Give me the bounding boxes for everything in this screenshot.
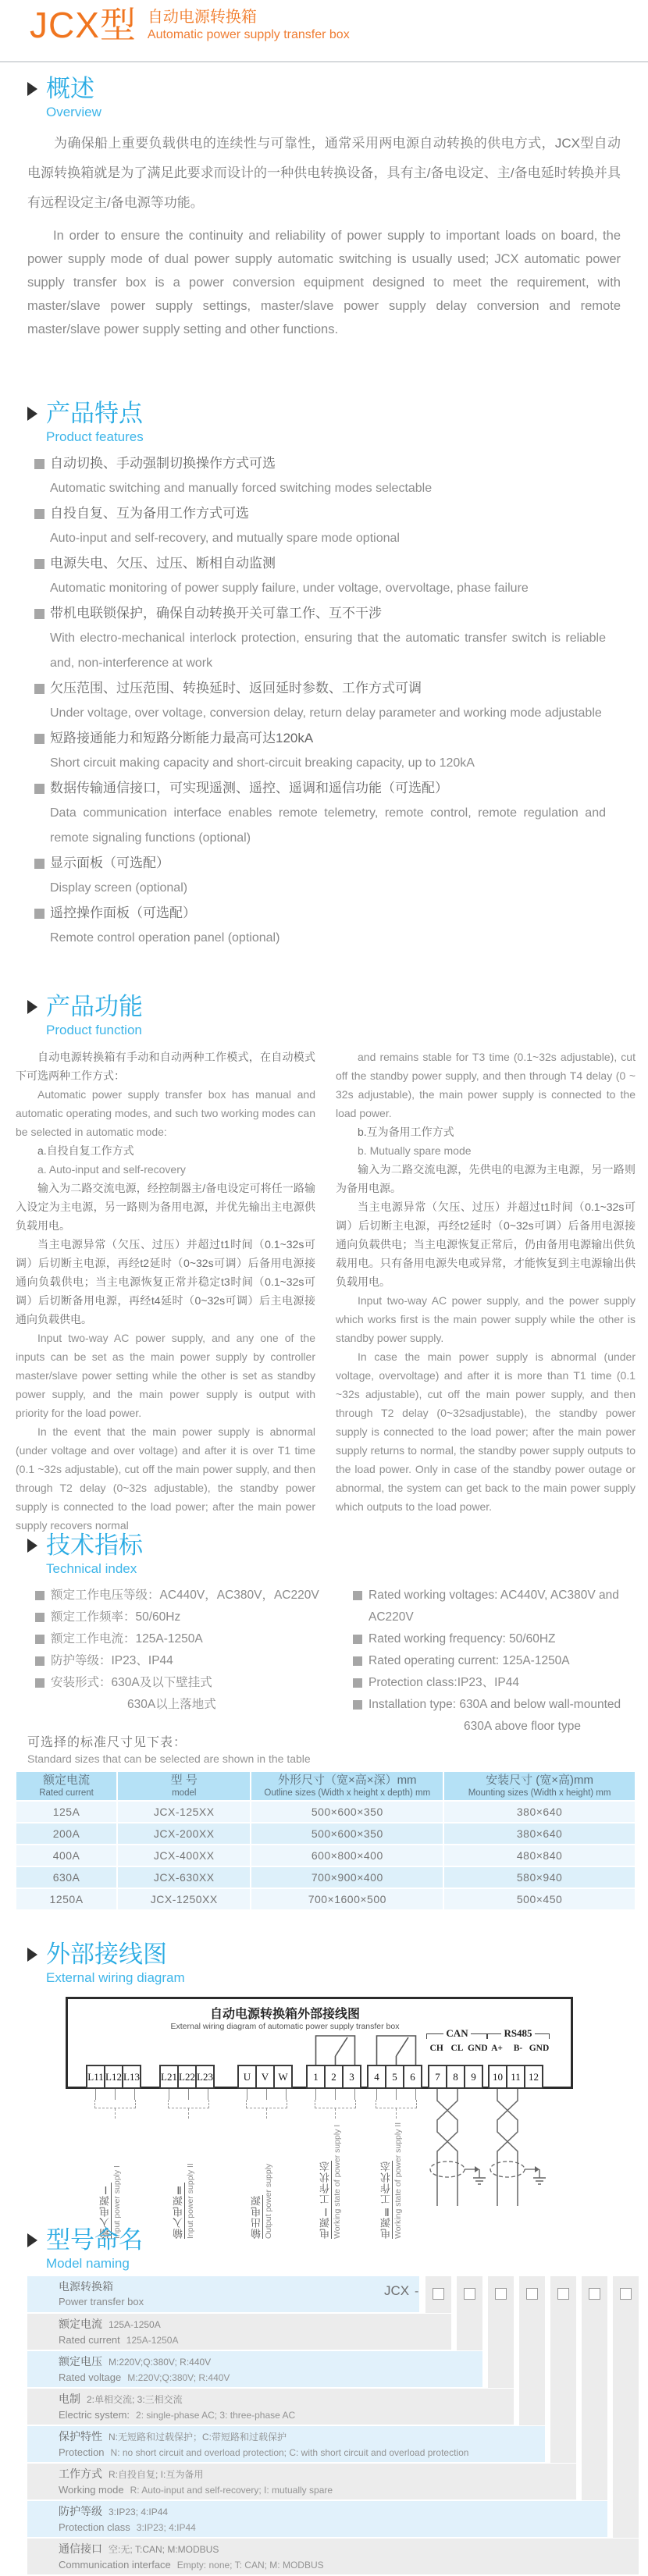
function-paragraph: and remains stable for T3 time (0.1~32s adjustable), cut off the standby power supply, and then through T4 delay (0 ~ 32s adjustable), the main power supply is connected to the load power.: [336, 1051, 636, 1119]
feature-cn: 带机电联锁保护，确保自动转换开关可靠工作、互不干涉: [50, 606, 382, 621]
features-heading: [27, 400, 648, 446]
wiring-heading-en: External wiring diagram: [46, 1970, 185, 1985]
group-label-input2: 输入电源Ⅱ Input power supply II: [173, 2163, 195, 2239]
terminal: L12: [104, 2065, 123, 2089]
can-bus-label: CAN: [426, 2027, 488, 2040]
technical-specs-cn: [35, 1585, 322, 1716]
terminal: 4: [367, 2065, 386, 2089]
can-pin-labels: CH CL GND: [429, 2044, 488, 2053]
model-naming-diagram: [0, 2276, 648, 2576]
feature-cn: 欠压范围、过压范围、转换延时、返回延时参数、工作方式可调: [50, 681, 422, 696]
technical-heading: [27, 1532, 648, 1578]
function-right-column: [336, 1048, 636, 1535]
section-features: [0, 400, 648, 993]
col-header-model: 型 号 model: [118, 1772, 250, 1800]
feature-en: Auto-input and self-recovery, and mutually spare mode optional: [50, 532, 400, 545]
function-paragraph: Input two-way AC power supply, and the power supply which works first is the main power supply while the other is standby power supply.: [336, 1294, 636, 1344]
technical-heading-cn: 技术指标: [46, 1532, 143, 1559]
function-paragraph: In case the main power supply is abnormal (under voltage, overvoltage) and after it is more than T1 time (0.1 ~32s adjustable), cut off the main power supply, and then through T2 delay (0~32sadjustable), the standby power supply is connected to the load power; after the main power supply returns to normal, the standby power supply outputs to the load power. Only in case of the standby power outage or abnormal, the system can get back to the main power supply which outputs to the load power.: [336, 1350, 636, 1513]
spec-item-continued: 630A above floor type: [464, 1720, 581, 1733]
function-paragraph: 当主电源异常（欠压、过压）并超过t1时间（0.1~32s可调）后切断主电源，再经t2延时（0~32s可调）后备用电源接通向负载供电；当主电源恢复正常后，仍由备用电源输出供负载用电。只有备用电源失电或异常，才能恢复到主电源输出供负载用电。: [336, 1201, 636, 1288]
bullet-square-icon: [34, 684, 45, 694]
bullet-square-icon: [353, 1656, 362, 1666]
terminal: L22: [177, 2065, 197, 2089]
feature-en: Data communication interface enables remote telemetry, remote control, remote regulation and remote signaling functions (optional): [50, 806, 606, 845]
spec-item: 安装形式：630A及以下壁挂式: [35, 1672, 322, 1694]
technical-heading-en: Technical index: [46, 1561, 137, 1576]
section-product-function: [0, 993, 648, 1532]
technical-specs-en: [353, 1585, 643, 1738]
bullet-square-icon: [35, 1656, 45, 1666]
terminal: U: [237, 2065, 257, 2089]
bullet-square-icon: [353, 1700, 362, 1710]
wiring-heading: [27, 1941, 648, 1987]
group-bracket: [315, 2100, 356, 2108]
spec-item: Rated working frequency: 50/60HZ: [353, 1628, 643, 1650]
bullet-square-icon: [353, 1678, 362, 1688]
section-marker-icon: [27, 1539, 37, 1553]
section-technical-index: [0, 1532, 648, 1733]
wire-stubs: [86, 2089, 144, 2100]
product-title-cn: 自动电源转换箱: [147, 9, 257, 26]
doc-header: [30, 5, 350, 45]
group-label-input1: 输入电源Ⅰ Input power supply I: [99, 2165, 122, 2239]
section-model-naming: [0, 2226, 648, 2576]
features-heading-en: Product features: [46, 429, 144, 444]
group-bracket: [376, 2100, 417, 2108]
terminal-group-input1: [86, 2065, 141, 2089]
function-heading-en: Product function: [46, 1023, 142, 1037]
sizes-note-cn: 可选择的标准尺寸见下表：: [27, 1736, 187, 1749]
wiring-box-title-en: External wiring diagram of automatic power supply transfer box: [170, 2022, 400, 2031]
spec-item: Protection class:IP23、IP44: [353, 1672, 643, 1694]
terminal: 12: [524, 2065, 543, 2089]
feature-cn: 自投自复、互为备用工作方式可选: [50, 506, 249, 521]
function-heading-cn: 产品功能: [46, 993, 143, 1020]
spec-item: 额定工作电压等级：AC440V，AC380V，AC220V: [35, 1585, 322, 1606]
group-label-state1: 电源Ⅰ工作状态 Working state of power supply I: [319, 2124, 342, 2239]
bullet-square-icon: [353, 1591, 362, 1600]
naming-row: 电源转换箱 Power transfer box: [27, 2276, 419, 2312]
terminal: 11: [506, 2065, 525, 2089]
model-prefix: JCX: [384, 2283, 410, 2298]
terminal-group-state2: [367, 2065, 422, 2089]
function-paragraph: In the event that the main power supply is abnormal (under voltage and over voltage) and after it is over T1 time (0.1 ~32s adjustable), cut off the main power supply, and then through T2 delay (0~32s adjustable), the standby power supply is connected to the load power; after the main power supply recovers normal: [16, 1425, 315, 1532]
features-heading-cn: 产品特点: [46, 400, 143, 427]
bullet-square-icon: [34, 734, 45, 744]
group-bracket: [94, 2100, 136, 2108]
terminal: 9: [464, 2065, 483, 2089]
col-header-mounting-sizes: 安装尺寸 (宽×高)mm Mounting sizes (Width x height) mm: [444, 1772, 635, 1800]
feature-cn: 遥控操作面板（可选配）: [50, 906, 196, 920]
terminal: 2: [324, 2065, 344, 2089]
section-marker-icon: [27, 82, 37, 96]
function-paragraph: 当主电源异常（欠压、过压）并超过t1时间（0.1~32s可调）后切断主电源，再经t2延时（0~32s可调）后备用电源接通向负载供电；当主电源恢复正常并稳定t3时间（0.1~32s可调）后切断备用电源，再经t4延时（0~32s可调）后主电源接通向负载供电。: [16, 1238, 315, 1325]
feature-item: [34, 901, 626, 951]
code-column: [582, 2276, 607, 2500]
spec-item: 额定工作电流：125A-1250A: [35, 1628, 322, 1650]
feature-en: Display screen (optional): [50, 881, 188, 895]
overview-paragraph-en: In order to ensure the continuity and reliability of power supply to important loads on board, the power supply mode of dual power supply automatic switching is usually used; JCX automatic power supply transfer box is a power conversion equipment designed to meet the requirement, with master/slave power supply settings, master/slave power supply delay conversion and remote master/slave power supply setting and other functions.: [27, 229, 621, 336]
feature-en: Automatic switching and manually forced switching modes selectable: [50, 482, 433, 495]
function-paragraph: 自动电源转换箱有手动和自动两种工作模式，在自动模式下可选两种工作方式：: [16, 1051, 315, 1082]
group-label-state2: 电源Ⅱ工作状态 Working state of power supply II: [380, 2122, 403, 2239]
spec-item: Rated operating current: 125A-1250A: [353, 1650, 643, 1672]
sizes-note-en: Standard sizes that can be selected are shown in the table: [27, 1752, 311, 1765]
terminal: 8: [446, 2065, 465, 2089]
spec-item: 防护等级：IP23、IP44: [35, 1650, 322, 1672]
code-column: [550, 2276, 576, 2463]
overview-paragraph-cn: 为确保船上重要负载供电的连续性与可靠性，通常采用两电源自动转换的供电方式，JCX型自动电源转换箱就是为了满足此要求而设计的一种供电转换设备，具有主/备电设定、主/备电延时转换并具有远程设定主/备电源等功能。: [27, 136, 621, 210]
wire-stubs: [306, 2089, 365, 2100]
product-model-title: JCX型: [30, 5, 137, 45]
code-box: [433, 2288, 444, 2300]
naming-row: 保护特性 N:无短路和过载保护；C:带短路和过载保护 Protection N: no short circuit and overload protection; C: with short circuit and overload protection: [27, 2426, 545, 2462]
wire-stubs: [237, 2089, 296, 2100]
feature-item: [34, 851, 626, 901]
rs485-pin-labels: A+ B- GND: [491, 2044, 550, 2053]
spec-item: 额定工作频率：50/60Hz: [35, 1606, 322, 1628]
group-stem: [188, 2108, 189, 2119]
features-list: [34, 451, 626, 951]
terminal: L21: [159, 2065, 179, 2089]
bullet-square-icon: [34, 909, 45, 919]
group-stem: [266, 2108, 267, 2119]
feature-item: [34, 726, 626, 776]
terminal: L11: [86, 2065, 105, 2089]
naming-row: 工作方式 R:自投自复; I:互为备用 Working mode R: Auto-input and self-recovery; I: mutually spare: [27, 2464, 576, 2500]
function-paragraph: Input two-way AC power supply, and any one of the inputs can be set as the main power supply by controller master/slave power setting while the other is set as standby power supply, and the main power supply is output with priority for the load power.: [16, 1332, 315, 1419]
terminal: 5: [385, 2065, 404, 2089]
model-minus: -: [415, 2285, 419, 2298]
terminal-group-state1: [306, 2065, 361, 2089]
table-row: 400A JCX-400XX 600×800×400 480×840: [16, 1845, 635, 1866]
function-paragraph: 输入为二路交流电源，先供电的电源为主电源，另一路则为备用电源。: [336, 1163, 636, 1194]
wire-stubs: [159, 2089, 218, 2100]
feature-en: Under voltage, over voltage, conversion delay, return delay parameter and working mode adjustable: [50, 706, 602, 720]
feature-item: [34, 676, 626, 726]
spec-item: Installation type: 630A and below wall-mounted: [353, 1694, 643, 1716]
terminal: 6: [403, 2065, 422, 2089]
feature-cn: 显示面板（可选配）: [50, 856, 169, 870]
spec-item-continued: 630A以上落地式: [127, 1698, 216, 1711]
col-header-outline-sizes: 外形尺寸（宽×高×深）mm Outline sizes (Width x height x depth) mm: [251, 1772, 443, 1800]
feature-item: [34, 776, 626, 851]
terminal-group-output: [237, 2065, 293, 2089]
function-columns: [16, 1048, 636, 1535]
terminal: 3: [342, 2065, 361, 2089]
terminal: V: [255, 2065, 275, 2089]
function-left-column: [16, 1048, 315, 1535]
naming-row: 额定电压 M:220V;Q:380V; R:440V Rated voltage M:220V;Q:380V; R:440V: [27, 2351, 482, 2387]
function-paragraph: Automatic power supply transfer box has manual and automatic operating modes, and such two working modes can be selected in automatic mode:: [16, 1088, 315, 1138]
terminal-group-input2: [159, 2065, 215, 2089]
overview-heading-en: Overview: [46, 105, 101, 119]
changeover-switch-symbol: [367, 2030, 425, 2069]
bullet-square-icon: [35, 1591, 45, 1600]
naming-row: 电制 2:单相交流; 3:三相交流 Electric system: 2: single-phase AC; 3: three-phase AC: [27, 2389, 514, 2425]
group-bracket: [168, 2100, 209, 2108]
section-overview: [0, 75, 648, 341]
wiring-box-title-cn: 自动电源转换箱外部接线图: [209, 2008, 360, 2021]
col-header-rated-current: 额定电流 Rated current: [16, 1772, 116, 1800]
table-row: 200A JCX-200XX 500×600×350 380×640: [16, 1823, 635, 1844]
wire-stubs: [367, 2089, 425, 2100]
section-standard-sizes: [27, 1735, 648, 1930]
code-box: [557, 2288, 569, 2300]
spec-item: Rated working voltages: AC440V, AC380V and AC220V: [353, 1585, 643, 1628]
terminal-group-rs485: [488, 2065, 543, 2089]
bullet-square-icon: [34, 459, 45, 469]
terminal: 10: [488, 2065, 507, 2089]
wiring-diagram: [0, 1991, 648, 2261]
naming-row: 额定电流 125A-1250A Rated current 125A-1250A: [27, 2314, 451, 2350]
naming-row: 通信接口 空:无; T:CAN; M:MODBUS Communication interface Empty: none; T: CAN; M: MODBUS: [27, 2539, 639, 2574]
feature-en: Remote control operation panel (optional): [50, 931, 280, 945]
terminal-group-can: [428, 2065, 483, 2089]
function-paragraph: 输入为二路交流电源，经控制器主/备电设定可将任一路输入设定为主电源，另一路则为备用电源，并优先输出主电源供负载用电。: [16, 1182, 315, 1232]
terminal: W: [273, 2065, 293, 2089]
product-title-en: Automatic power supply transfer box: [147, 28, 350, 41]
table-row: 1250A JCX-1250XX 700×1600×500 500×450: [16, 1889, 635, 1909]
terminal: 1: [306, 2065, 326, 2089]
group-label-output: 输出电源 Output power supply: [251, 2163, 273, 2239]
feature-en: Automatic monitoring of power supply failure, under voltage, overvoltage, phase failure: [50, 582, 529, 595]
section-marker-icon: [27, 407, 37, 421]
feature-en: With electro-mechanical interlock protection, ensuring that the automatic transfer switch is reliable and, non-interference at work: [50, 632, 606, 670]
bullet-square-icon: [34, 509, 45, 519]
naming-heading-cn: 型号命名: [46, 2226, 143, 2254]
bullet-square-icon: [353, 1635, 362, 1644]
terminal: L23: [195, 2065, 215, 2089]
code-box: [495, 2288, 507, 2300]
code-box: [589, 2288, 600, 2300]
terminal: 7: [428, 2065, 447, 2089]
feature-item: [34, 551, 626, 601]
feature-item: [34, 451, 626, 501]
bullet-square-icon: [34, 559, 45, 569]
changeover-switch-symbol: [306, 2030, 365, 2069]
function-paragraph: b. Mutually spare mode: [358, 1144, 472, 1157]
section-marker-icon: [27, 2233, 37, 2247]
section-marker-icon: [27, 1948, 37, 1962]
overview-heading: [27, 75, 648, 121]
table-row: 125A JCX-125XX 500×600×350 380×640: [16, 1802, 635, 1822]
header-divider: [0, 61, 648, 62]
table-header-row: [16, 1772, 635, 1800]
feature-item: [34, 601, 626, 676]
feature-en: Short circuit making capacity and short-circuit breaking capacity, up to 120kA: [50, 756, 475, 770]
overview-heading-cn: 概述: [46, 75, 94, 102]
terminal: L13: [122, 2065, 141, 2089]
code-column: [613, 2276, 639, 2538]
group-bracket: [246, 2100, 287, 2108]
bullet-square-icon: [34, 609, 45, 619]
feature-cn: 短路接通能力和短路分断能力最高可达120kA: [50, 731, 314, 745]
function-paragraph: a. Auto-input and self-recovery: [37, 1163, 186, 1176]
code-box: [464, 2288, 475, 2300]
code-box: [620, 2288, 632, 2300]
function-paragraph: a.自投自复工作方式: [37, 1144, 134, 1157]
bullet-square-icon: [34, 859, 45, 869]
function-heading: [27, 993, 648, 1039]
section-wiring-diagram: [0, 1941, 648, 2262]
bullet-square-icon: [35, 1613, 45, 1622]
sizes-table: [15, 1770, 636, 1911]
bullet-square-icon: [35, 1678, 45, 1688]
function-paragraph: b.互为备用工作方式: [358, 1126, 454, 1138]
section-marker-icon: [27, 1000, 37, 1014]
naming-heading-en: Model naming: [46, 2256, 130, 2271]
feature-item: [34, 501, 626, 551]
feature-cn: 电源失电、欠压、过压、断相自动监测: [50, 556, 276, 571]
bullet-square-icon: [34, 784, 45, 794]
naming-heading: [27, 2226, 648, 2272]
feature-cn: 数据传输通信接口，可实现遥测、遥控、遥调和遥信功能（可选配）: [50, 781, 448, 795]
title-stack: [148, 7, 350, 45]
rs485-bus-label: RS485: [486, 2027, 550, 2040]
table-row: 630A JCX-630XX 700×900×400 580×940: [16, 1867, 635, 1888]
group-stem: [396, 2108, 397, 2119]
group-stem: [335, 2108, 336, 2119]
naming-row: 防护等级 3:IP23; 4:IP44 Protection class 3:IP23; 4:IP44: [27, 2501, 607, 2537]
code-box: [526, 2288, 538, 2300]
feature-cn: 自动切换、手动强制切换操作方式可选: [50, 456, 276, 471]
bullet-square-icon: [35, 1635, 45, 1644]
group-stem: [115, 2108, 116, 2119]
twisted-pair-rs485: [483, 2089, 555, 2214]
wiring-heading-cn: 外部接线图: [46, 1941, 167, 1968]
